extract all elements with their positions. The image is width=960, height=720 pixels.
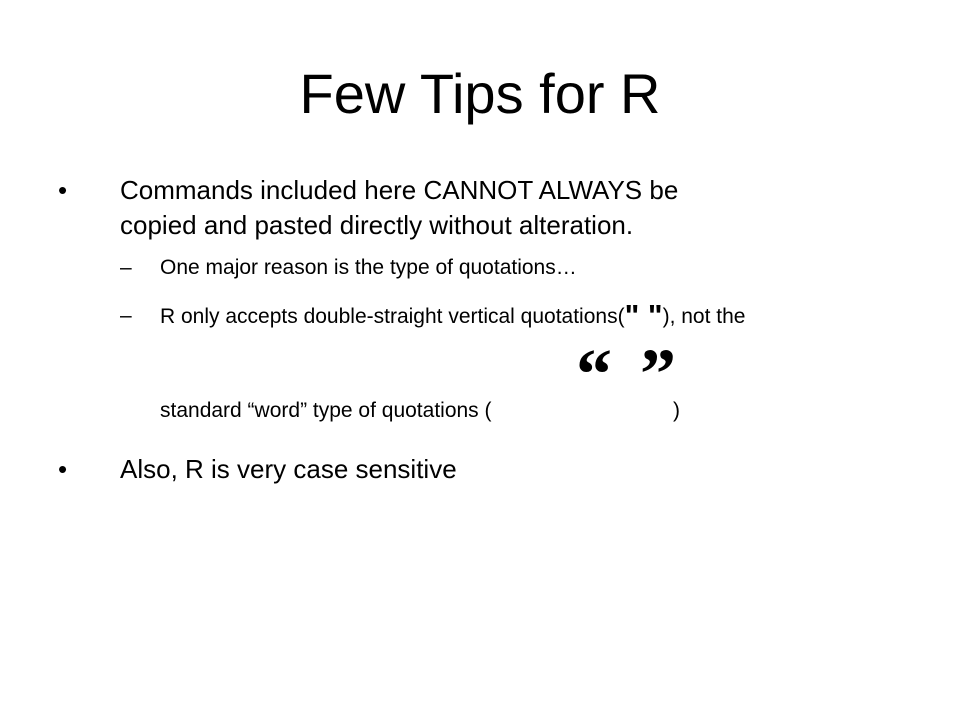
sub-bullet-2-text-after: ), not the xyxy=(662,305,746,328)
bullet-1-line-1: Commands included here CANNOT ALWAYS be xyxy=(120,175,679,205)
bullet-1-line-2: copied and pasted directly without alteration. xyxy=(120,210,634,240)
sub-bullet-marker: – xyxy=(120,256,132,279)
sub-bullet-2-line-1 xyxy=(160,298,746,333)
curly-open-quote: “ xyxy=(576,334,612,414)
sub-bullet-marker: – xyxy=(120,304,132,327)
sub-bullet-2-line-2: standard “word” type of quotations ( xyxy=(160,399,492,422)
slide-title: Few Tips for R xyxy=(299,62,661,125)
sub-bullet-2-close-paren: ) xyxy=(673,399,680,422)
sub-bullet-2-text-before: R only accepts double-straight vertical quotations( xyxy=(160,305,625,328)
bullet-marker: • xyxy=(58,454,68,484)
sub-bullet-1-text: One major reason is the type of quotations… xyxy=(160,256,577,279)
bullet-marker: • xyxy=(58,175,68,205)
curly-close-quote: ” xyxy=(640,334,676,414)
bullet-2-line-1: Also, R is very case sensitive xyxy=(120,454,457,484)
straight-quotes-example: " " xyxy=(624,298,663,333)
